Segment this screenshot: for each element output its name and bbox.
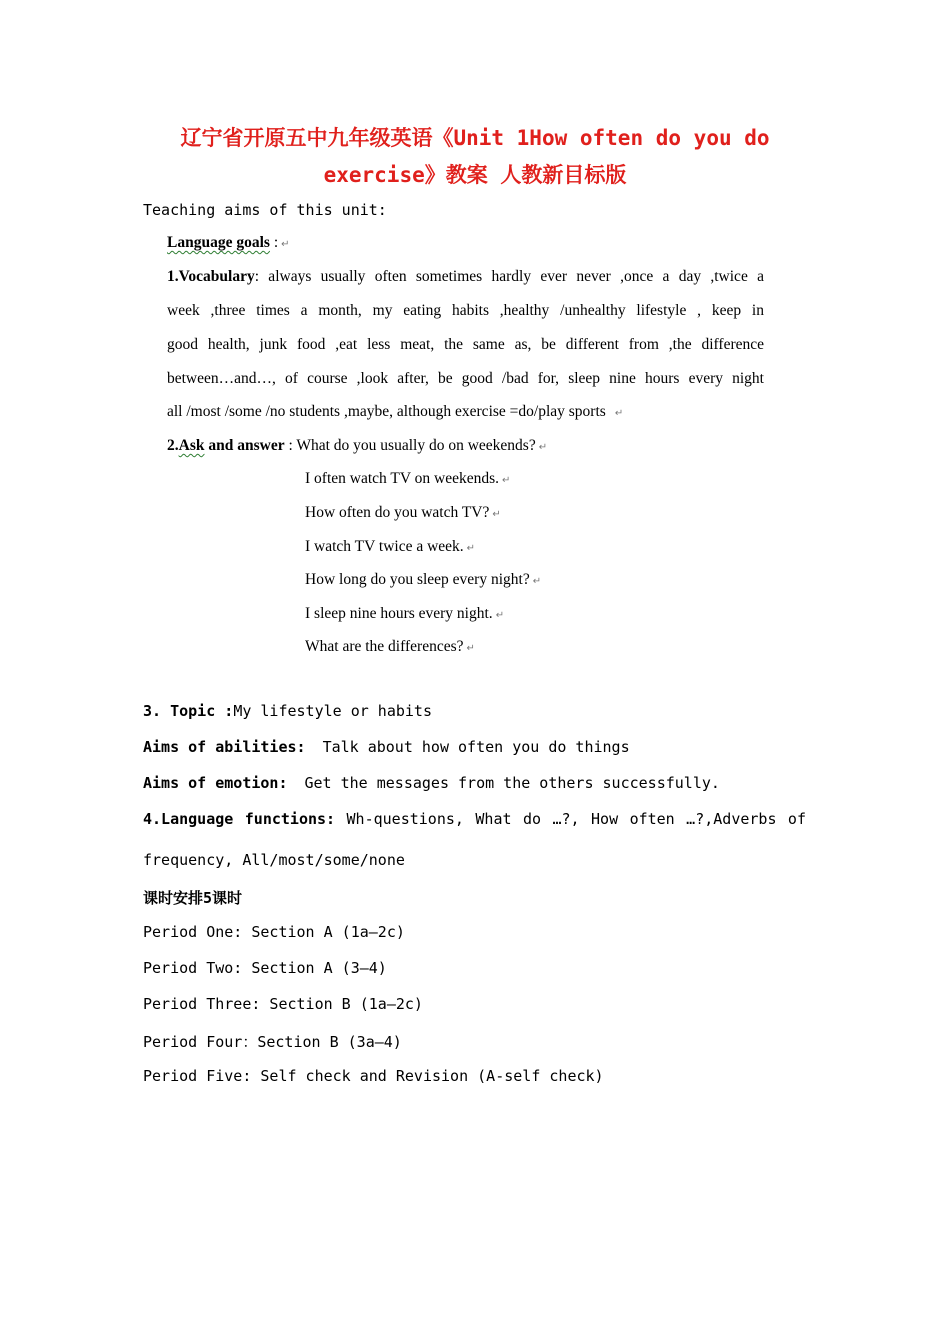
paragraph-mark: ↵	[538, 442, 548, 453]
document-title-line-2: exercise》教案 人教新目标版	[323, 163, 627, 187]
teaching-aims-heading: Teaching aims of this unit:	[143, 201, 387, 219]
language-goals-suffix: :	[269, 234, 279, 251]
vocabulary-label: 1.Vocabulary	[167, 268, 255, 285]
paragraph-mark: ↵	[532, 576, 542, 587]
period-item: Period Four：Section B (3a—4)	[143, 1033, 402, 1051]
paragraph-mark: ↵	[281, 239, 290, 250]
language-goals-heading	[167, 234, 290, 252]
ask-answer-line-1	[167, 437, 547, 455]
dialogue-line	[305, 638, 475, 656]
schedule-heading: 课时安排5课时	[143, 889, 243, 907]
dialogue-line	[305, 504, 501, 522]
functions-label: 4.Language functions:	[143, 810, 336, 828]
vocabulary-line-5	[167, 403, 623, 421]
paragraph-mark: ↵	[492, 509, 501, 520]
ask-answer-label-rest: and answer	[204, 437, 285, 454]
paragraph-mark: ↵	[502, 475, 511, 486]
emotion-value: Get the messages from the others successfully.	[304, 774, 720, 792]
abilities-label: Aims of abilities:	[143, 738, 306, 756]
vocabulary-line-2: week ,three times a month, my eating habits ,healthy /unhealthy lifestyle , keep in	[167, 302, 764, 319]
paragraph-mark: ↵	[495, 610, 505, 621]
paragraph-mark: ↵	[614, 408, 624, 419]
vocabulary-line-1	[167, 268, 764, 286]
ask-answer-first-question: : What do you usually do on weekends?	[284, 437, 536, 454]
abilities-value: Talk about how often you do things	[322, 738, 630, 756]
topic-line	[143, 702, 432, 720]
ask-answer-word: Ask	[178, 437, 205, 454]
dialogue-text: I often watch TV on weekends.	[305, 470, 499, 487]
topic-label: 3. Topic :	[143, 702, 234, 720]
dialogue-text: How long do you sleep every night?	[305, 571, 530, 588]
functions-value-1: Wh-questions, What do …?, How often …?,Adverbs of	[346, 810, 806, 828]
emotion-line	[143, 774, 720, 792]
abilities-line	[143, 738, 630, 756]
period-item: Period Two: Section A (3—4)	[143, 959, 387, 977]
dialogue-line	[305, 538, 475, 556]
period-item: Period One: Section A (1a—2c)	[143, 923, 405, 941]
dialogue-text: I sleep nine hours every night.	[305, 605, 493, 622]
dialogue-text: I watch TV twice a week.	[305, 538, 464, 555]
paragraph-mark: ↵	[466, 643, 475, 654]
period-item: Period Five: Self check and Revision (A-self check)	[143, 1067, 604, 1085]
dialogue-text: How often do you watch TV?	[305, 504, 490, 521]
functions-line-2: frequency, All/most/some/none	[143, 851, 405, 869]
document-title-line-1: 辽宁省开原五中九年级英语《Unit 1How often do you do	[180, 126, 770, 150]
vocabulary-line-3: good health, junk food ,eat less meat, the same as, be different from ,the difference	[167, 336, 764, 353]
language-goals-label: Language goals	[167, 234, 270, 251]
emotion-label: Aims of emotion:	[143, 774, 288, 792]
vocabulary-text-5: all /most /some /no students ,maybe, although exercise =do/play sports	[167, 403, 606, 420]
ask-answer-number: 2.	[167, 437, 179, 454]
dialogue-text: What are the differences?	[305, 638, 464, 655]
paragraph-mark: ↵	[466, 543, 476, 554]
vocabulary-text-1: : always usually often sometimes hardly ever never ,once a day ,twice a	[254, 268, 764, 285]
vocabulary-line-4: between…and…, of course ,look after, be good /bad for, sleep nine hours every night	[167, 370, 764, 387]
dialogue-line	[305, 605, 504, 623]
period-item: Period Three: Section B (1a—2c)	[143, 995, 423, 1013]
dialogue-line	[305, 470, 510, 488]
topic-value: My lifestyle or habits	[233, 702, 432, 720]
functions-line-1	[143, 810, 806, 828]
dialogue-line	[305, 571, 541, 589]
